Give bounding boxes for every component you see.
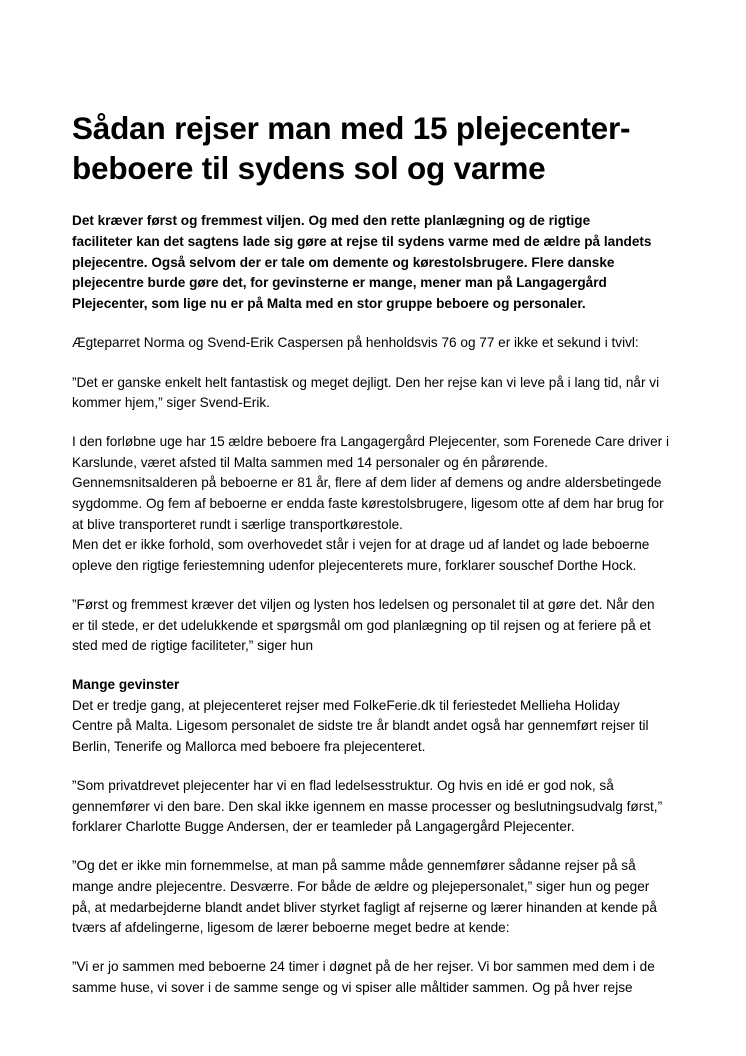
body-paragraph [72, 776, 682, 838]
paragraph-line: Centre på Malta. Ligesom personalet de sidste tre år blandt andet også har gennemført rejser til [72, 718, 649, 734]
paragraph-line: at blive transporteret rundt i særlige transportkørestole. [72, 516, 403, 532]
paragraph-line: opleve den rigtige feriestemning udenfor plejecenterets mure, forklarer souschef Dorthe Hock. [72, 557, 637, 573]
paragraph-line: I den forløbne uge har 15 ældre beboere fra Langagergård Plejecenter, som Forenede Care driver i [72, 434, 669, 450]
paragraph-line: ”Vi er jo sammen med beboerne 24 timer i døgnet på de her rejser. Vi bor sammen med dem i de [72, 959, 655, 975]
lead-line: faciliteter kan det sagtens lade sig gøre at rejse til sydens varme med de ældre på landets [72, 233, 652, 249]
paragraph-line: er til stede, er det udelukkende et spørgsmål om god planlægning op til rejsen og at feriere på et [72, 617, 651, 633]
body-paragraph [72, 957, 682, 998]
paragraph-line: mange andre plejecentre. Desværre. For både de ældre og plejepersonalet,” siger hun og peger [72, 878, 650, 894]
title-line: beboere til sydens sol og varme [72, 150, 546, 186]
paragraph-line: ”Først og fremmest kræver det viljen og lysten hos ledelsen og personalet til at gøre det. Når den [72, 596, 655, 612]
paragraph-line: Det er tredje gang, at plejecenteret rejser med FolkeFerie.dk til feriestedet Mellieha Holiday [72, 697, 620, 713]
paragraph-line: forklarer Charlotte Bugge Andersen, der er teamleder på Langagergård Plejecenter. [72, 819, 575, 835]
paragraph-line: tværs af afdelingerne, ligesom de lærer beboerne meget bedre at kende: [72, 920, 510, 936]
paragraph-line: Men det er ikke forhold, som overhovedet står i vejen for at drage ud af landet og lade beboerne [72, 537, 650, 553]
lead-line: Plejecenter, som lige nu er på Malta med en stor gruppe beboere og personaler. [72, 296, 586, 312]
body-paragraph [72, 856, 682, 938]
paragraph-line: Gennemsnitsalderen på beboerne er 81 år, flere af dem lider af demens og andre aldersbetingede [72, 475, 662, 491]
section-subheading: Mange gevinster [72, 677, 180, 693]
lead-line: plejecentre burde gøre det, for gevinsterne er mange, mener man på Langagergård [72, 275, 607, 291]
paragraph-line: på, at medarbejderne blandt andet bliver styrket fagligt af rejserne og lærer hinanden at kende på [72, 899, 657, 915]
paragraph-line: ”Som privatdrevet plejecenter har vi en flad ledelsesstruktur. Og hvis en idé er god nok, så [72, 778, 614, 794]
title-line: Sådan rejser man med 15 plejecenter- [72, 110, 631, 146]
document-page [72, 108, 682, 998]
paragraph-line: gennemfører vi den bare. Den skal ikke igennem en masse processer og beslutningsudvalg først,” [72, 798, 663, 814]
body-paragraph [72, 696, 682, 758]
paragraph-line: Berlin, Tenerife og Mallorca med beboere fra plejecenteret. [72, 738, 426, 754]
body-paragraph [72, 373, 682, 414]
lead-line: Det kræver først og fremmest viljen. Og med den rette planlægning og de rigtige [72, 213, 591, 228]
paragraph-line: sted med de rigtige faciliteter,” siger hun [72, 638, 314, 654]
paragraph-line: Karslunde, været afsted til Malta sammen med 14 personaler og én pårørende. [72, 454, 549, 470]
paragraph-line: ”Og det er ikke min fornemmelse, at man på samme måde gennemfører sådanne rejser på så [72, 858, 636, 874]
body-paragraph [72, 432, 682, 576]
paragraph-line: Ægteparret Norma og Svend-Erik Caspersen på henholdsvis 76 og 77 er ikke et sekund i tvivl: [72, 335, 639, 351]
paragraph-line: sygdomme. Og fem af beboerne er endda faste kørestolsbrugere, ligesom otte af dem har brug for [72, 496, 664, 512]
paragraph-line: ”Det er ganske enkelt helt fantastisk og meget dejligt. Den her rejse kan vi leve på i lang tid, når vi [72, 374, 660, 390]
article-title [72, 108, 682, 188]
lead-line: plejecentre. Også selvom der er tale om demente og kørestolsbrugere. Flere danske [72, 254, 615, 270]
paragraph-line: kommer hjem,” siger Svend-Erik. [72, 395, 270, 411]
body-paragraph [72, 595, 682, 657]
article-lead [72, 211, 682, 315]
paragraph-line: samme huse, vi sover i de samme senge og vi spiser alle måltider sammen. Og på hver rejse [72, 979, 633, 995]
body-paragraph [72, 333, 682, 354]
